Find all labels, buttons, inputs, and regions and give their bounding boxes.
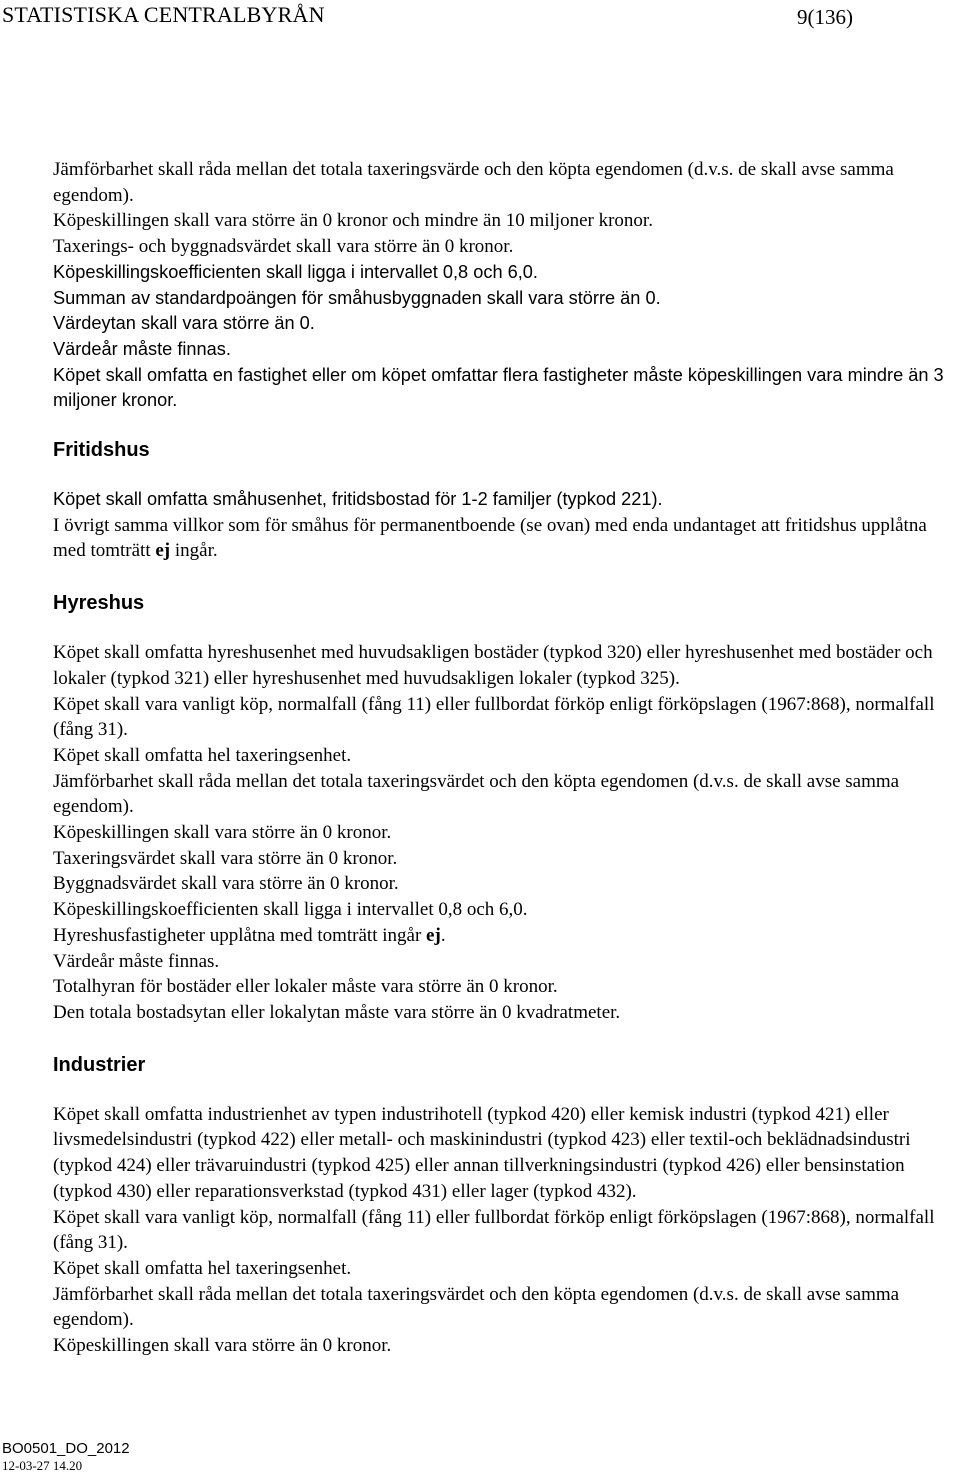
fritidshus-condition-tomtratt (53, 513, 953, 564)
hyreshus-condition-taxeringsvarde: Taxeringsvärdet skall vara större än 0 kronor. (53, 847, 398, 869)
hyreshus-condition-kopeskilling: Köpeskillingen skall vara större än 0 kronor. (53, 822, 392, 844)
hyreshus-condition-hel-taxeringsenhet: Köpet skall omfatta hel taxeringsenhet. (53, 744, 352, 766)
condition-koefficient: Köpeskillingskoefficienten skall ligga i intervallet 0,8 och 6,0. (53, 261, 538, 282)
industrier-condition-typkod: Köpet skall omfatta industrienhet av typen industrihotell (typkod 420) eller kemisk industri (typkod 421) eller livsmedelsindustri (typkod 422) eller metall- och maskinindustri (typkod 423) eller textil-och beklädnadsindustri (typkod 424) eller trävaruindustri (typkod 425) eller annan tillverkningsindustri (typkod 426) eller bensinstation (typkod 430) eller reparationsverkstad (typkod 431) eller lager (typkod 432). (53, 1103, 911, 1202)
page-number: 9(136) (797, 5, 853, 29)
industrier-condition-kopeskilling: Köpeskillingen skall vara större än 0 kronor. (53, 1335, 392, 1357)
document-body (53, 157, 953, 1359)
page-footer (2, 1440, 130, 1473)
section-heading-industrier: Industrier (53, 1053, 146, 1076)
print-timestamp: 12-03-27 14.20 (2, 1458, 83, 1473)
industrier-conditions (53, 1102, 953, 1359)
condition-vardeyta: Värdeytan skall vara större än 0. (53, 313, 315, 334)
fritidshus-conditions (53, 487, 953, 564)
hyreshus-conditions (53, 640, 953, 1026)
industrier-condition-fang: Köpet skall vara vanligt köp, normalfall (fång 11) eller fullbordat förköp enligt förköpslagen (1967:868), normalfall (fång 31). (53, 1206, 935, 1254)
fritidshus-condition-typkod: Köpet skall omfatta småhusenhet, fritidsbostad för 1-2 familjer (typkod 221). (53, 489, 663, 510)
hyreshus-condition-koefficient: Köpeskillingskoefficienten skall ligga i intervallet 0,8 och 6,0. (53, 899, 528, 921)
document-id: BO0501_DO_2012 (2, 1440, 130, 1457)
hyreshus-condition-jamforbarhet: Jämförbarhet skall råda mellan det totala taxeringsvärdet och den köpta egendomen (d.v.s. de skall avse samma egendom). (53, 770, 900, 818)
condition-jamforbarhet: Jämförbarhet skall råda mellan det totala taxeringsvärde och den köpta egendomen (d.v.s. de skall avse samma egendom). (53, 159, 894, 206)
industrier-condition-jamforbarhet: Jämförbarhet skall råda mellan det totala taxeringsvärdet och den köpta egendomen (d.v.s. de skall avse samma egendom). (53, 1283, 900, 1331)
section-heading-fritidshus: Fritidshus (53, 439, 150, 462)
hyreshus-condition-typkod: Köpet skall omfatta hyreshusenhet med huvudsakligen bostäder (typkod 320) eller hyreshusenhet med bostäder och lokaler (typkod 321) eller hyreshusenhet med huvudsakligen lokaler (typkod 325). (53, 642, 933, 689)
condition-taxering-byggnad: Taxerings- och byggnadsvärdet skall vara större än 0 kronor. (53, 236, 514, 258)
hyreshus-tomtratt-text: Hyreshusfastigheter upplåtna med tomträtt ingår (53, 924, 427, 946)
hyreshus-condition-byggnadsvarde: Byggnadsvärdet skall vara större än 0 kronor. (53, 873, 399, 895)
hyreshus-tomtratt-emphasis: ej (426, 924, 441, 946)
condition-kopeskilling: Köpeskillingen skall vara större än 0 kronor och mindre än 10 miljoner kronor. (53, 210, 653, 232)
fritidshus-tomtratt-end: ingår. (170, 540, 218, 562)
organization-name: STATISTISKA CENTRALBYRÅN (2, 2, 325, 27)
condition-vardear: Värdeår måste finnas. (53, 338, 231, 359)
fritidshus-tomtratt-text: I övrigt samma villkor som för småhus för permanentboende (se ovan) med enda undantaget att fritidshus upplåtna med tomträtt (53, 514, 927, 562)
hyreshus-tomtratt-end: . (440, 924, 446, 946)
section-heading-hyreshus: Hyreshus (53, 592, 145, 615)
industrier-condition-hel-taxeringsenhet: Köpet skall omfatta hel taxeringsenhet. (53, 1257, 352, 1279)
hyreshus-condition-fang: Köpet skall vara vanligt köp, normalfall (fång 11) eller fullbordat förköp enligt förköpslagen (1967:868), normalfall (fång 31). (53, 693, 935, 741)
condition-flera-fastigheter: Köpet skall omfatta en fastighet eller om köpet omfattar flera fastigheter måste köpeskillingen vara mindre än 3 miljoner kronor. (53, 364, 944, 411)
hyreshus-condition-totalhyra: Totalhyran för bostäder eller lokaler måste vara större än 0 kronor. (53, 976, 558, 998)
condition-standardpoang: Summan av standardpoängen för småhusbyggnaden skall vara större än 0. (53, 287, 661, 308)
hyreshus-condition-tomtratt (53, 923, 953, 949)
hyreshus-condition-bostadsyta: Den totala bostadsytan eller lokalytan måste vara större än 0 kvadratmeter. (53, 1001, 621, 1023)
fritidshus-tomtratt-emphasis: ej (155, 540, 171, 562)
smahus-conditions (53, 157, 953, 414)
hyreshus-condition-vardear: Värdeår måste finnas. (53, 950, 220, 972)
